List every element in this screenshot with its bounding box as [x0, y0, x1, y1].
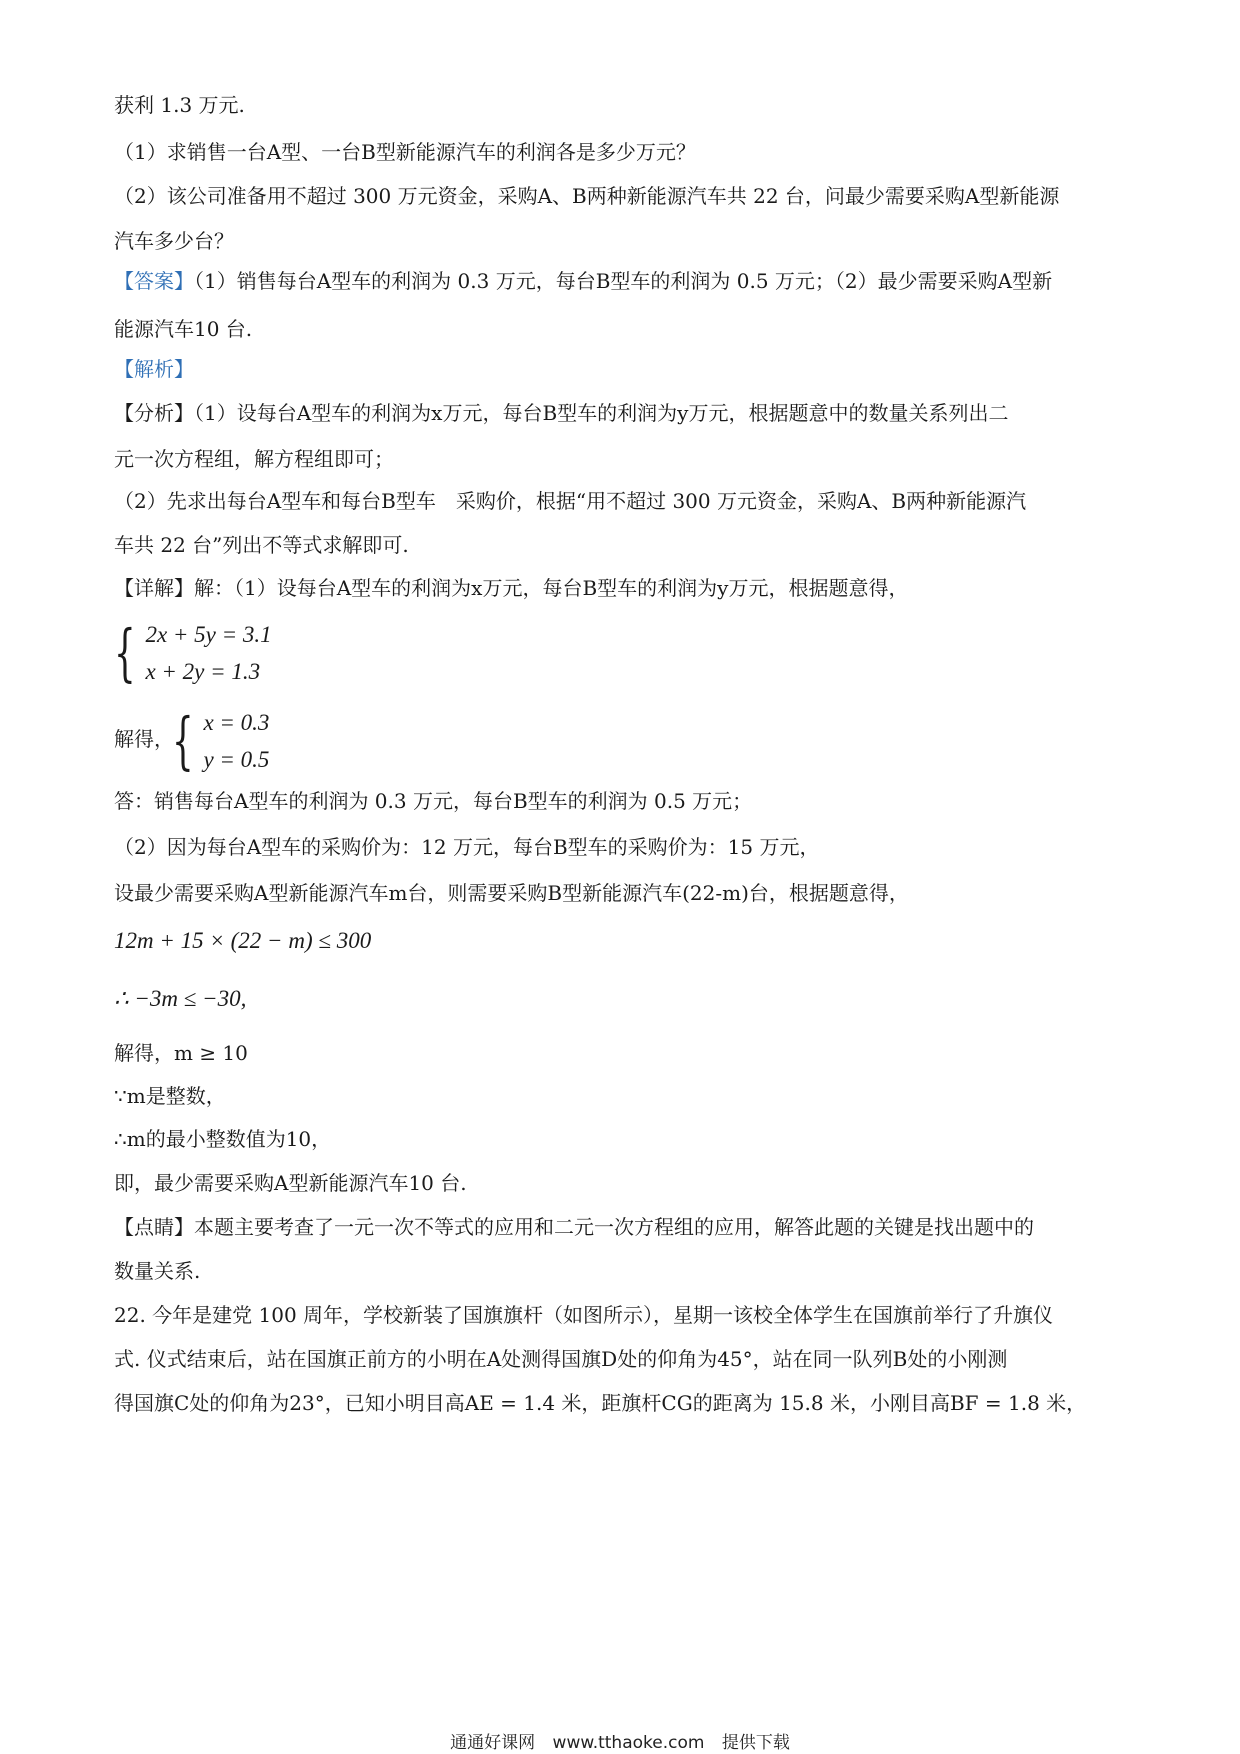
answer-tag: 【答案】 — [114, 269, 194, 293]
derived-inequality: ∴ −3m ≤ −30, — [114, 986, 247, 1011]
problem-22-line-2: 式. 仪式结束后，站在国旗正前方的小明在A处测得国旗D处的仰角为45°，站在同一队列B处的小刚测 — [114, 1347, 1008, 1371]
brace-icon: { — [172, 704, 194, 777]
brace-icon: { — [114, 616, 136, 689]
detail-text: 解：（1）设每台A型车的利润为x万元，每台B型车的利润为y万元，根据题意得， — [194, 576, 909, 600]
analysis-tag: 【解析】 — [114, 357, 194, 381]
dianjing-text: 本题主要考查了一元一次不等式的应用和二元一次方程组的应用，解答此题的关键是找出题中的 — [194, 1215, 1034, 1239]
fenxi-text: （1）设每台A型车的利润为x万元，每台B型车的利润为y万元，根据题意中的数量关系列出二 — [194, 401, 1009, 425]
answer-line-2: 能源汽车10 台. — [114, 317, 253, 341]
part-2-setup: 设最少需要采购A型新能源汽车m台，则需要采购B型新能源汽车(22-m)台，根据题意得， — [114, 881, 909, 905]
question-1: （1）求销售一台A型、一台B型新能源汽车的利润各是多少万元？ — [114, 140, 696, 164]
question-2-line-2: 汽车多少台？ — [114, 229, 234, 253]
solve-label: 解得， — [114, 727, 174, 751]
inequality: 12m + 15 × (22 − m) ≤ 300 — [114, 928, 372, 953]
footer-site-name: 通通好课网 — [450, 1733, 536, 1753]
answer-statement: 答：销售每台A型车的利润为 0.3 万元，每台B型车的利润为 0.5 万元； — [114, 789, 753, 813]
footer-suffix: 提供下载 — [721, 1733, 790, 1753]
part-2-price: （2）因为每台A型车的采购价为：12 万元，每台B型车的采购价为：15 万元， — [114, 835, 820, 859]
detail-tag: 【详解】 — [114, 576, 194, 600]
problem-22-line-1: 22. 今年是建党 100 周年，学校新装了国旗旗杆（如图所示），星期一该校全体学生在国旗前举行了升旗仪 — [114, 1303, 1054, 1327]
equation-row: 2x + 5y = 3.1 — [145, 622, 272, 647]
text-line: 获利 1.3 万元. — [114, 93, 245, 117]
question-2-line-1: （2）该公司准备用不超过 300 万元资金，采购A、B两种新能源汽车共 22 台，问最少需要采购A型新能源 — [114, 184, 1060, 208]
answer-line-1 — [114, 268, 1052, 294]
answer-text: （1）销售每台A型车的利润为 0.3 万元，每台B型车的利润为 0.5 万元；（2）最少需要采购A型新 — [194, 269, 1053, 293]
because-line: ∵m是整数， — [114, 1084, 226, 1108]
page-footer — [0, 1728, 1240, 1753]
fenxi-line-2: 元一次方程组，解方程组即可； — [114, 447, 394, 471]
solution-row: x = 0.3 — [203, 710, 270, 735]
detail-line — [114, 575, 908, 601]
solution-m: 解得，m ≥ 10 — [114, 1041, 248, 1065]
footer-url[interactable]: www.tthaoke.com — [552, 1733, 705, 1753]
therefore-line: ∴m的最小整数值为10， — [114, 1127, 332, 1151]
dianjing-line-2: 数量关系. — [114, 1259, 201, 1283]
fenxi-2-line-1: （2）先求出每台A型车和每台B型车 采购价，根据“用不超过 300 万元资金，采购A、B两种新能源汽 — [114, 489, 1027, 513]
conclusion: 即，最少需要采购A型新能源汽车10 台. — [114, 1171, 467, 1195]
fenxi-2-line-2: 车共 22 台”列出不等式求解即可. — [114, 533, 409, 557]
problem-22-line-3: 得国旗C处的仰角为23°，已知小明目高AE = 1.4 米，距旗杆CG的距离为 15.8 米，小刚目高BF = 1.8 米， — [114, 1391, 1087, 1415]
equation-system-1 — [114, 616, 272, 690]
fenxi-line-1 — [114, 400, 1008, 426]
solution-row: y = 0.5 — [203, 747, 270, 772]
equation-system-2 — [172, 704, 269, 778]
dianjing-tag: 【点睛】 — [114, 1215, 194, 1239]
equation-row: x + 2y = 1.3 — [145, 659, 261, 684]
fenxi-tag: 【分析】 — [114, 401, 194, 425]
dianjing-line-1 — [114, 1214, 1034, 1240]
